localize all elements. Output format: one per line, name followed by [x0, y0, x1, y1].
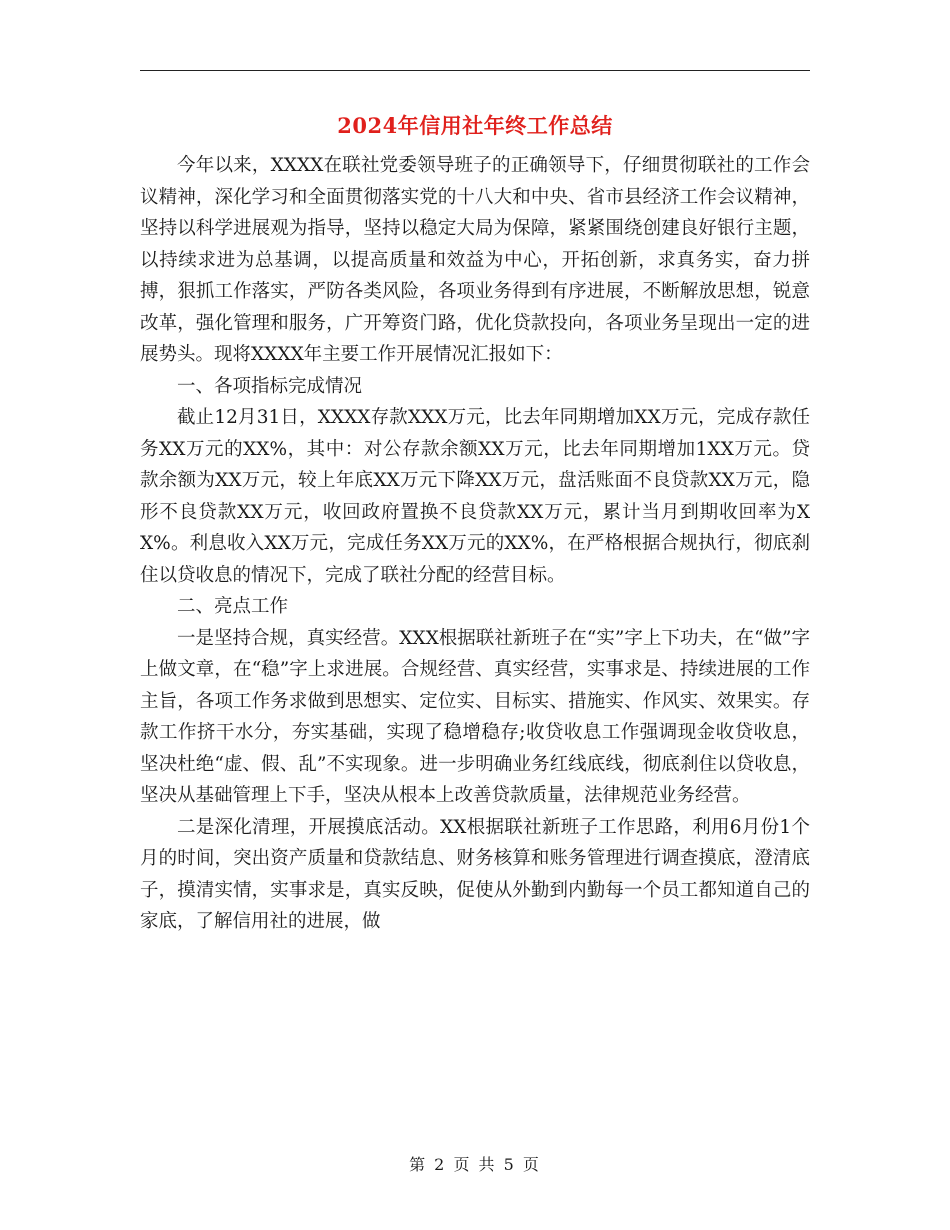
document-title: 2024年信用社年终工作总结: [337, 113, 613, 138]
page-number: 第 2 页 共 5 页: [409, 1155, 541, 1174]
section-heading-highlights: 二、亮点工作: [177, 596, 289, 617]
paragraph-cleanup: 二是深化清理，开展摸底活动。XX根据联社新班子工作思路，利用6月份1个月的时间，突出资产质量和贷款结息、财务核算和账务管理进行调查摸底，澄清底子，摸清实情，实事求是，真实反映，促使从外勤到内勤每一个员工都知道自己的家底，了解信用社的进展，做: [140, 816, 810, 932]
paragraph-compliance: 一是坚持合规，真实经营。XXX根据联社新班子在“实”字上下功夫，在“做”字上做文章，在“稳”字上求进展。合规经营、真实经营，实事求是、持续进展的工作主旨，各项工作务求做到思想实、定位实、目标实、措施实、作风实、效果实。存款工作挤干水分，夯实基础，实现了稳增稳存;收贷收息工作强调现金收贷收息，坚决杜绝“虚、假、乱”不实现象。进一步明确业务红线底线，彻底刹住以贷收息，坚决从基础管理上下手，坚决从根本上改善贷款质量，法律规范业务经营。: [140, 627, 810, 806]
header-rule: [140, 70, 810, 71]
section-heading-indicators: 一、各项指标完成情况: [177, 375, 363, 397]
paragraph-intro: 今年以来，XXXX在联社党委领导班子的正确领导下，仔细贯彻联社的工作会议精神，深化学习和全面贯彻落实党的十八大和中央、省市县经济工作会议精神，坚持以科学进展观为指导，坚持以稳定大局为保障，紧紧围绕创建良好银行主题，以持续求进为总基调，以提高质量和效益为中心，开拓创新，求真务实，奋力拼搏，狠抓工作落实，严防各类风险，各项业务得到有序进展，不断解放思想，锐意改革，强化管理和服务，广开筹资门路，优化贷款投向，各项业务呈现出一定的进展势头。现将XXXX年主要工作开展情况汇报如下：: [140, 155, 810, 365]
paragraph-indicators: 截止12月31日，XXXX存款XXX万元，比去年同期增加XX万元，完成存款任务XX万元的XX%，其中：对公存款余额XX万元，比去年同期增加1XX万元。贷款余额为XX万元，较上年底XX万元下降XX万元，盘活账面不良贷款XX万元，隐形不良贷款XX万元，收回政府置换不良贷款XX万元，累计当月到期收回率为XX%。利息收入XX万元，完成任务XX万元的XX%，在严格根据合规执行，彻底刹住以贷收息的情况下，完成了联社分配的经营目标。: [140, 407, 810, 586]
document-body: [140, 150, 810, 938]
